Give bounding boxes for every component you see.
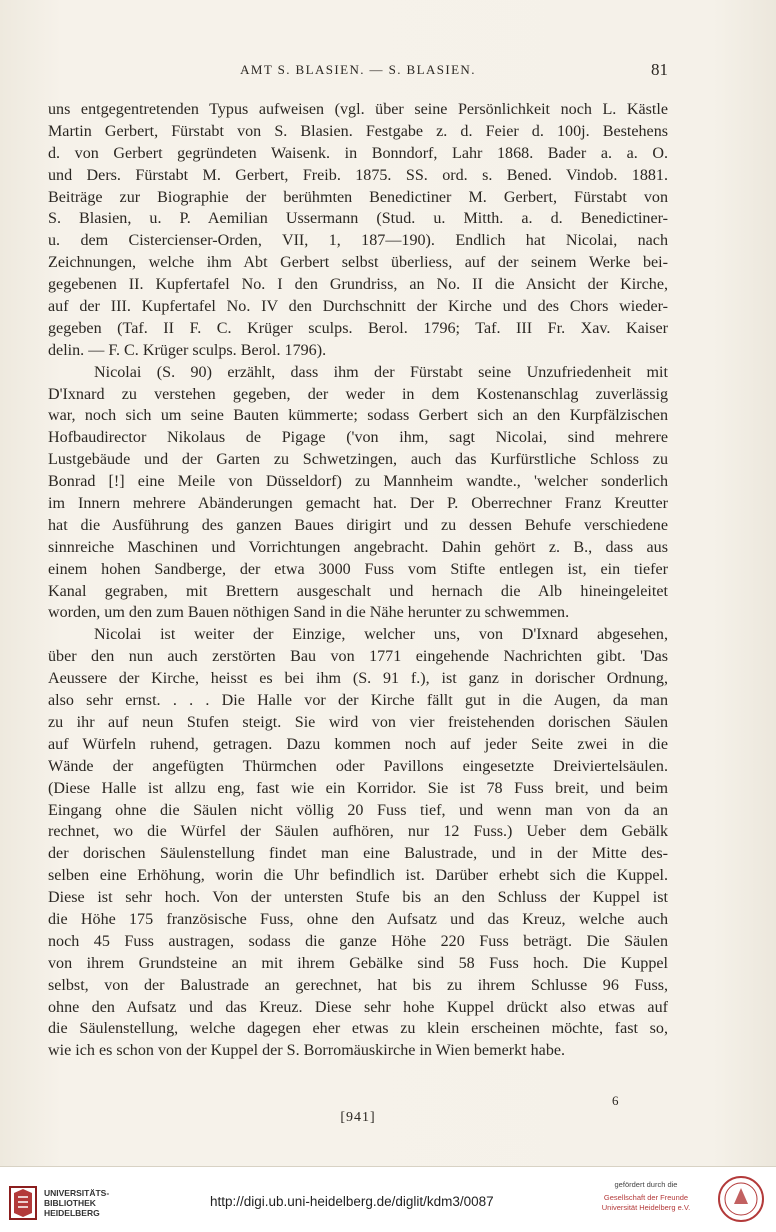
text-line: Bonrad [!] eine Meile von Düsseldorf) zu Mannheim wandte., 'welcher sonderlich	[48, 473, 668, 491]
text-line: einem hohen Sandberge, der etwa 3000 Fuss vom Stifte entlegen ist, ein tiefer	[48, 560, 668, 578]
text-line: auf Würfeln ruhend, getragen. Dazu kommen noch auf jeder Seite zwei in die	[48, 735, 668, 753]
sponsor-org-line: Gesellschaft der Freunde	[603, 1193, 689, 1202]
text-line: von ihrem Grundsteine an mit ihrem Gebälke sind 58 Fuss hoch. Die Kuppel	[48, 954, 668, 972]
text-line: Nicolai (S. 90) erzählt, dass ihm der Fürstabt seine Unzufriedenheit mit	[94, 363, 668, 381]
text-line: ohne den Aufsatz und das Kreuz. Diese sehr hohe Kuppel drückt also etwas auf	[48, 998, 668, 1016]
text-line: Lustgebäude und der Garten zu Schwetzingen, auch das Kurfürstliche Schloss zu	[48, 451, 668, 469]
text-line: Hofbaudirector Nikolaus de Pigage ('von ihm, sagt Nicolai, sind mehrere	[48, 429, 668, 447]
text-line: zu ihr auf neun Stufen steigt. Sie wird von vier freistehenden dorischen Säulen	[48, 713, 668, 731]
library-name-line: BIBLIOTHEK	[44, 1198, 96, 1208]
text-line: S. Blasien, u. P. Aemilian Ussermann (Stud. u. Mitth. a. d. Benedictiner-	[48, 210, 668, 228]
text-line: gegebenen II. Kupfertafel No. I den Grundriss, an No. II die Ansicht der Kirche,	[48, 276, 668, 294]
sheet-number: [941]	[340, 1110, 376, 1125]
text-line: noch 45 Fuss austragen, sodass die ganze Höhe 220 Fuss beträgt. Die Säulen	[48, 932, 668, 950]
text-line: D'Ixnard zu verstehen gegeben, der weder in dem Kostenanschlag zuverlässig	[48, 385, 668, 403]
text-line: d. von Gerbert gegründeten Waisenk. in Bonndorf, Lahr 1868. Bader a. a. O.	[48, 144, 668, 162]
text-line: Nicolai ist weiter der Einzige, welcher uns, von D'Ixnard abgesehen,	[94, 626, 668, 644]
text-line: Martin Gerbert, Fürstabt von S. Blasien. Festgabe z. d. Feier d. 100j. Bestehens	[48, 122, 668, 140]
running-head: AMT S. BLASIEN. — S. BLASIEN.	[240, 62, 476, 77]
text-line: hat die Ausführung des ganzen Baues dirigirt und zu dessen Behufe verschiedene	[48, 516, 668, 534]
text-line: gegeben (Taf. II F. C. Krüger sculps. Berol. 1796; Taf. III Fr. Xav. Kaiser	[48, 319, 668, 337]
text-line: rechnet, wo die Würfel der Säulen aufhören, nur 12 Fuss.) Ueber dem Gebälk	[48, 823, 668, 841]
library-name-line: HEIDELBERG	[44, 1208, 100, 1218]
body-text	[48, 99, 668, 1062]
text-line: die Säulenstellung, welche dagegen eher etwas zu klein erscheinen möchte, fast so,	[48, 1020, 668, 1038]
text-line: selben eine Erhöhung, worin die Uhr befindlich ist. Darüber erhebt sich die Kuppel.	[48, 867, 668, 885]
text-line: der dorischen Säulenstellung findet man eine Balustrade, und in der Mitte des-	[48, 845, 668, 863]
text-line: Zeichnungen, welche ihm Abt Gerbert selbst überliess, auf der seinem Werke bei-	[48, 254, 668, 272]
text-line: Aeussere der Kirche, heisst es bei ihm (S. 91 f.), ist ganz in dorischer Ordnung,	[48, 670, 668, 688]
text-line: Diese ist sehr hoch. Von der untersten Stufe bis an den Schluss der Kuppel ist	[48, 889, 668, 907]
viewer-footer	[0, 1166, 776, 1232]
text-line: delin. — F. C. Krüger sculps. Berol. 1796).	[48, 341, 327, 359]
text-line: worden, um den zum Bauen nöthigen Sand in die Nähe herunter zu schwemmen.	[48, 604, 570, 622]
text-line: Eingang ohne die Säulen nicht völlig 20 Fuss tief, und wenn man von da an	[48, 801, 668, 819]
sponsor-seal-icon	[716, 1174, 766, 1224]
signature-mark: 6	[612, 1093, 619, 1108]
text-line: im Innern mehrere Abänderungen gemacht hat. Der P. Oberrechner Franz Kreutter	[48, 495, 668, 513]
text-line: die Höhe 175 französische Fuss, ohne den Aufsatz und das Kreuz, welche auch	[48, 910, 668, 928]
university-library-logo-icon	[8, 1185, 38, 1221]
text-line: war, noch sich um seine Bauten kümmerte; sodass Gerbert sich an den Kurpfälzischen	[48, 407, 668, 425]
text-line: wie ich es schon von der Kuppel der S. Borromäuskirche in Wien bemerkt habe.	[48, 1042, 566, 1060]
text-line: über den nun auch zerstörten Bau von 1771 eingehende Nachrichten gibt. 'Das	[48, 648, 668, 666]
page-number: 81	[651, 60, 668, 79]
text-line: sinnreiche Maschinen und Vorrichtungen angebracht. Dahin gehört z. B., dass aus	[48, 538, 668, 556]
text-line: u. dem Cistercienser-Orden, VII, 1, 187—190). Endlich hat Nicolai, nach	[48, 232, 668, 250]
sponsor-pre: gefördert durch die	[614, 1180, 678, 1189]
text-line: Wände der angefügten Thürmchen oder Pavillons eingesetzte Dreiviertelsäulen.	[48, 757, 668, 775]
text-line: uns entgegentretenden Typus aufweisen (vgl. über seine Persönlichkeit noch L. Kästle	[48, 101, 668, 118]
permalink-url[interactable]: http://digi.ub.uni-heidelberg.de/diglit/kdm3/0087	[210, 1194, 494, 1209]
library-name-line: UNIVERSITÄTS-	[44, 1188, 110, 1198]
sponsor-org-line: Universität Heidelberg e.V.	[601, 1203, 691, 1212]
text-line: Beiträge zur Biographie der berühmten Benedictiner M. Gerbert, Fürstabt von	[48, 188, 668, 206]
text-line: Kanal gegraben, mit Brettern ausgeschalt und hernach die Alb hineingeleitet	[48, 582, 668, 600]
text-line: (Diese Halle ist allzu eng, fast wie ein Korridor. Sie ist 78 Fuss breit, und beim	[48, 779, 668, 797]
text-line: also sehr ernst. . . . Die Halle vor der Kirche fällt gut in die Augen, da man	[48, 692, 668, 710]
text-line: und Ders. Fürstabt M. Gerbert, Freib. 1875. SS. ord. s. Bened. Vindob. 1881.	[48, 166, 668, 184]
text-line: selbst, von der Balustrade an gerechnet, hat bis zu ihrem Schlusse 96 Fuss,	[48, 976, 668, 994]
library-name	[44, 1188, 109, 1218]
text-line: auf der III. Kupfertafel No. IV den Durchschnitt der Kirche und des Chors wieder-	[48, 298, 668, 316]
sponsor-org	[592, 1193, 700, 1213]
sponsor-credit	[592, 1180, 700, 1213]
